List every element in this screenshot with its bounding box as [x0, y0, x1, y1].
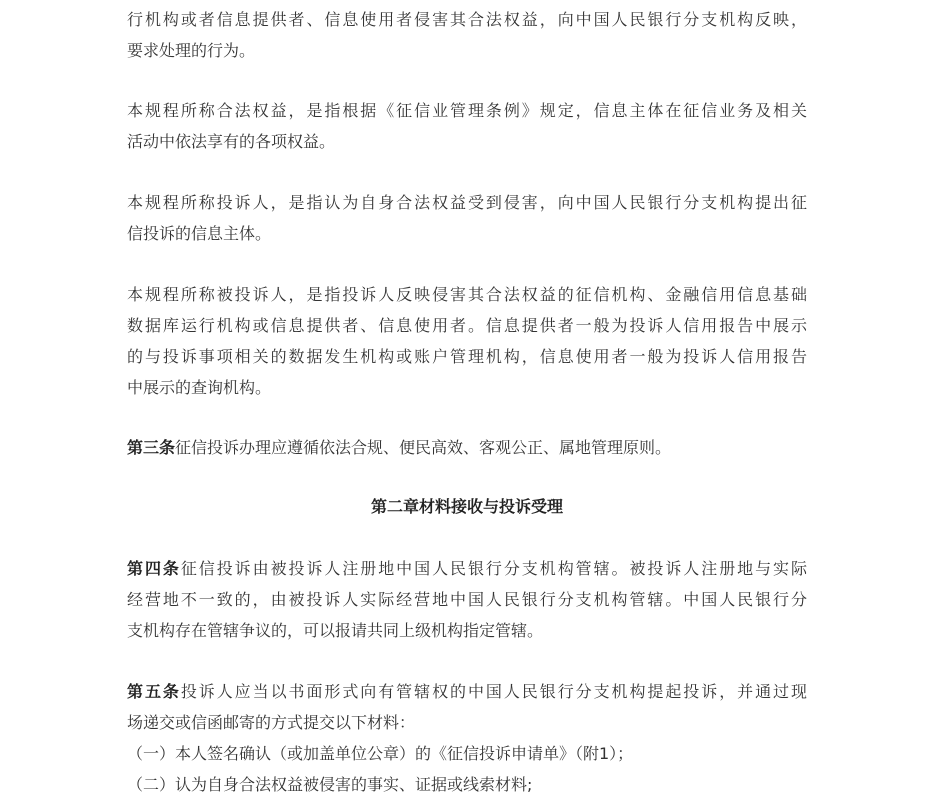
- text-line: 活动中依法享有的各项权益。: [127, 132, 336, 151]
- chapter-heading: 第二章材料接收与投诉受理: [370, 497, 563, 516]
- article-number: 第三条: [127, 438, 176, 457]
- text-line: 信投诉的信息主体。: [127, 224, 272, 243]
- article-number: 第五条: [127, 682, 181, 701]
- text-line: 本规程所称投诉人，是指认为自身合法权益受到侵害，向中国人民银行分支机构提出征: [127, 193, 807, 212]
- article-5: [127, 676, 807, 738]
- text-line: 中展示的查询机构。: [127, 378, 272, 397]
- text-line: 行机构或者信息提供者、信息使用者侵害其合法权益，向中国人民银行分支机构反映，: [127, 10, 807, 29]
- text-line: 场递交或信函邮寄的方式提交以下材料：: [127, 713, 416, 732]
- article-text: 征信投诉由被投诉人注册地中国人民银行分支机构管辖。被投诉人注册地与实际: [180, 559, 807, 578]
- paragraph-respondent: [127, 279, 807, 403]
- list-item: （二）认为自身合法权益被侵害的事实、证据或线索材料;: [127, 775, 533, 794]
- paragraph-complainant: [127, 187, 807, 249]
- paragraph-legal-rights: [127, 95, 807, 157]
- text-line: 经营地不一致的，由被投诉人实际经营地中国人民银行分支机构管辖。中国人民银行分: [127, 590, 807, 609]
- text-line: 支机构存在管辖争议的，可以报请共同上级机构指定管辖。: [127, 621, 544, 640]
- list-item: （一）本人签名确认（或加盖单位公章）的《征信投诉申请单》（附1）；: [127, 744, 634, 763]
- article-text: 投诉人应当以书面形式向有管辖权的中国人民银行分支机构提起投诉，并通过现: [180, 682, 807, 701]
- article-4: [127, 553, 807, 646]
- article-3: [127, 432, 807, 463]
- article-text: 征信投诉办理应遵循依法合规、便民高效、客观公正、属地管理原则。: [175, 438, 672, 457]
- text-line: 的与投诉事项相关的数据发生机构或账户管理机构，信息使用者一般为投诉人信用报告: [127, 347, 807, 366]
- text-line: 本规程所称合法权益，是指根据《征信业管理条例》规定，信息主体在征信业务及相关: [127, 101, 807, 120]
- text-line: 数据库运行机构或信息提供者、信息使用者。信息提供者一般为投诉人信用报告中展示: [127, 316, 807, 335]
- text-line: 本规程所称被投诉人，是指投诉人反映侵害其合法权益的征信机构、金融信用信息基础: [127, 285, 807, 304]
- paragraph-complaint-definition-end: [127, 4, 807, 66]
- text-line: 要求处理的行为。: [127, 41, 256, 60]
- article-number: 第四条: [127, 559, 181, 578]
